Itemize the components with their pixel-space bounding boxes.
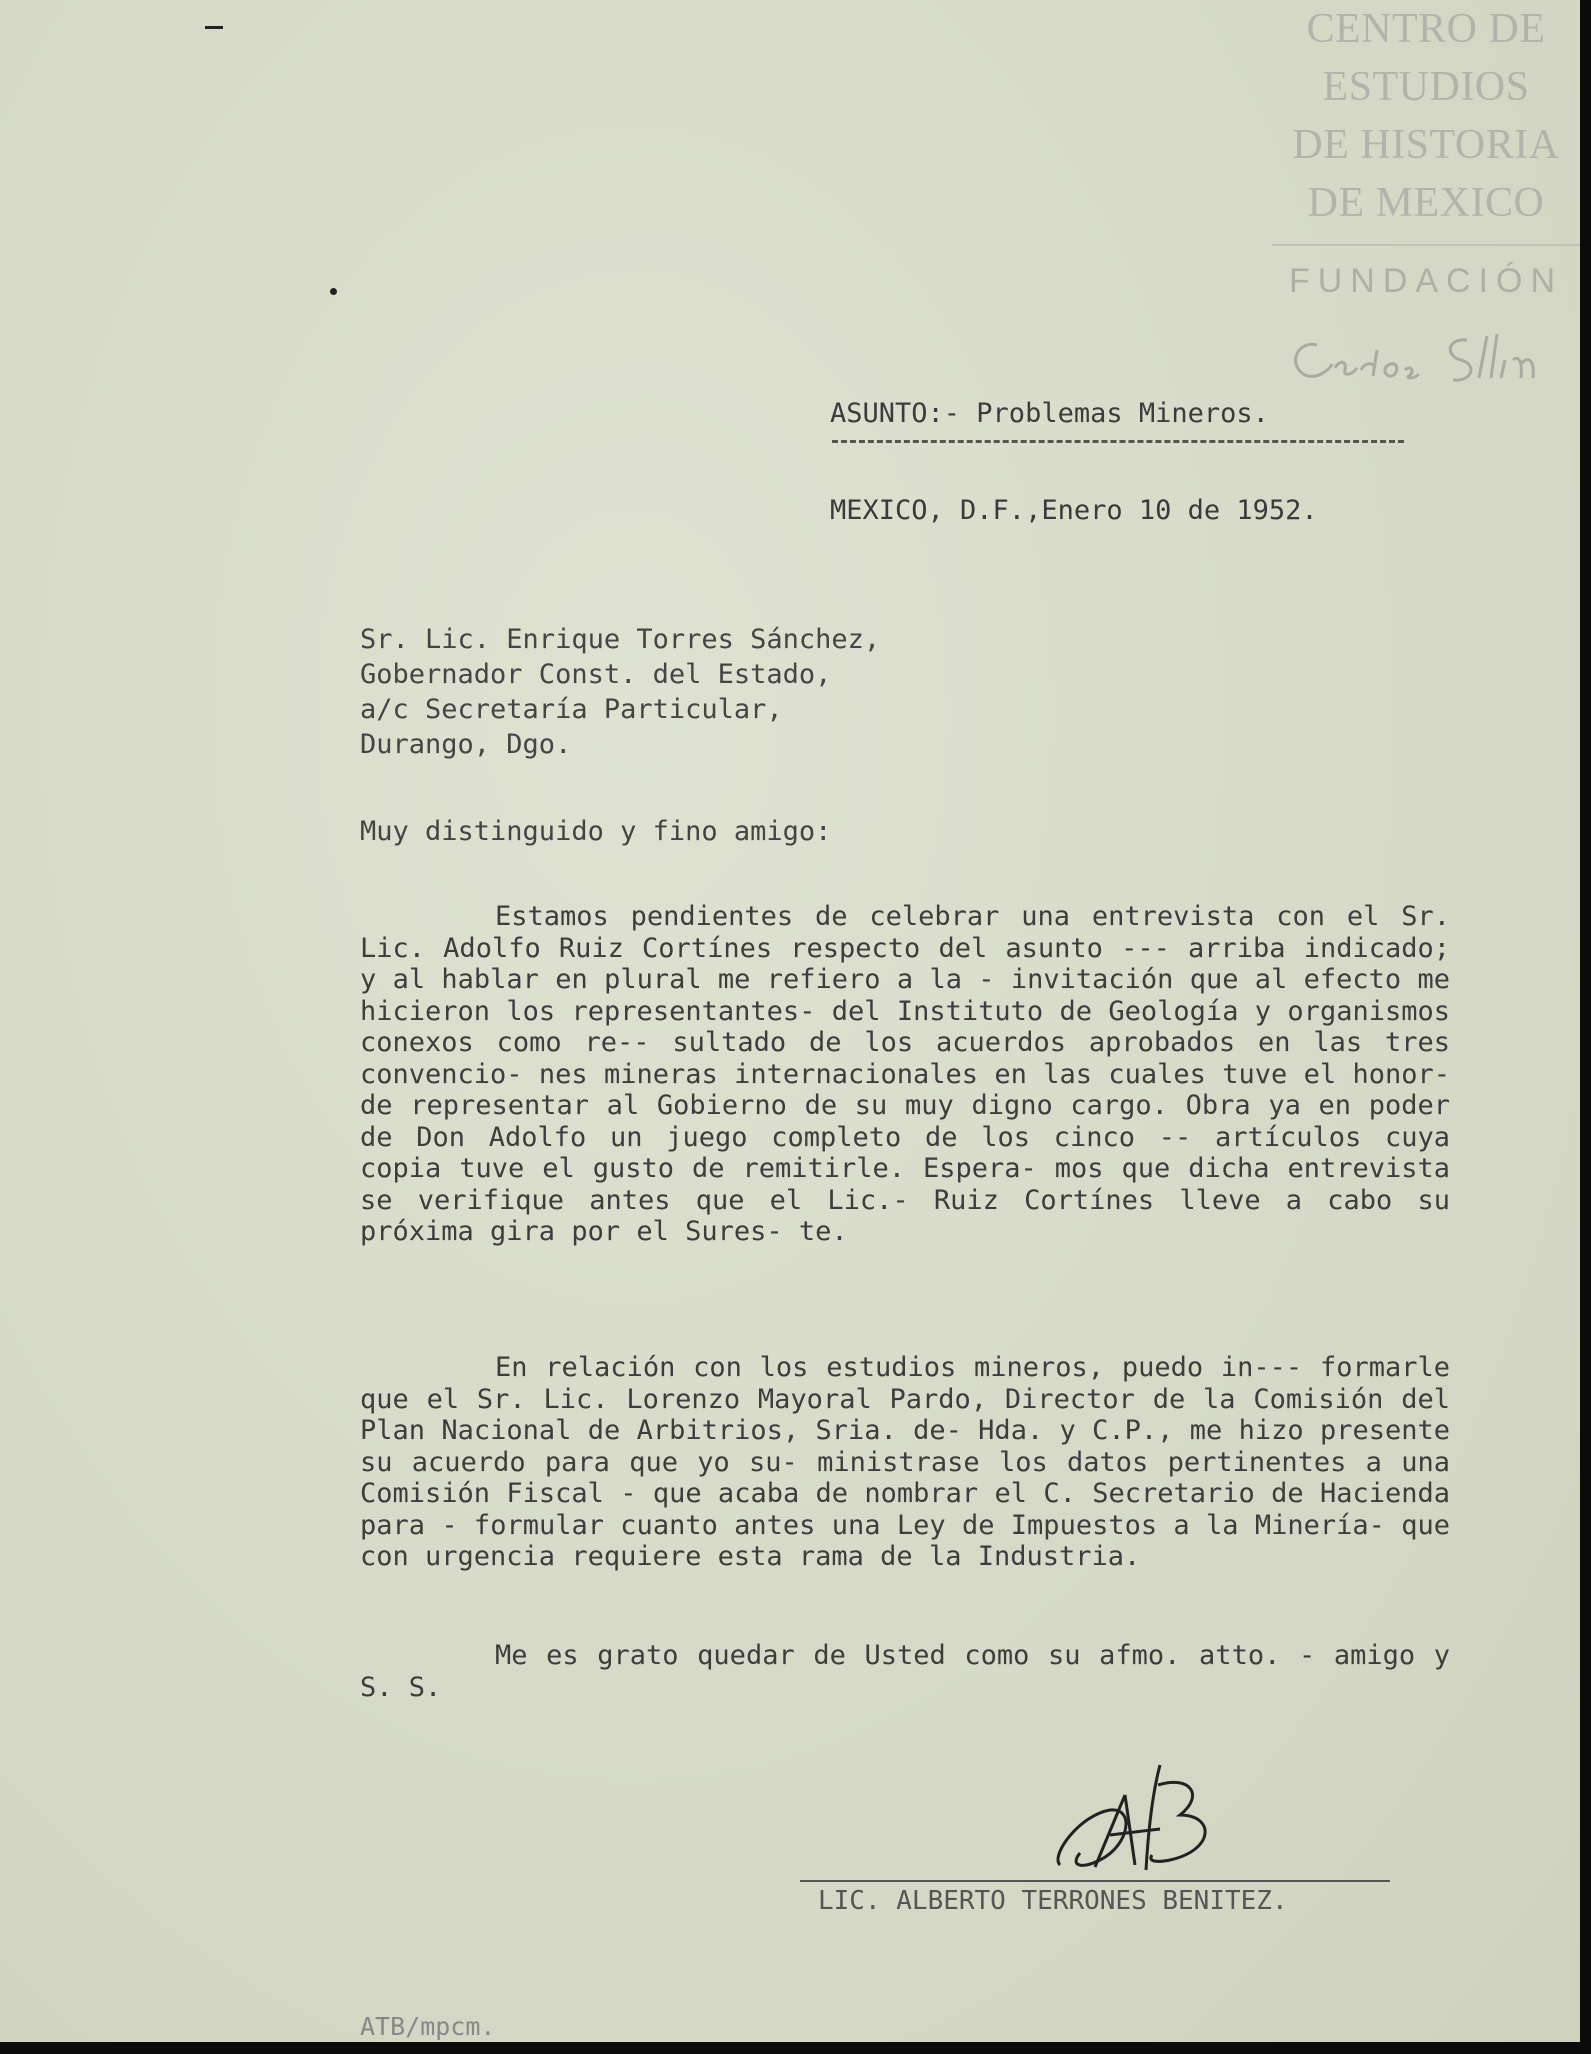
- recipient-line: a/c Secretaría Particular,: [360, 694, 783, 725]
- watermark-divider: [1272, 244, 1580, 246]
- recipient-line: Durango, Dgo.: [360, 729, 572, 760]
- watermark-line-3: DE HISTORIA: [1292, 122, 1560, 168]
- salutation: Muy distinguido y fino amigo:: [360, 816, 832, 847]
- signer-name: LIC. ALBERTO TERRONES BENITEZ.: [818, 1886, 1288, 1916]
- archive-watermark: [1272, 0, 1580, 410]
- watermark-line-4: DE MEXICO: [1307, 180, 1545, 226]
- watermark-line-1: CENTRO DE: [1306, 6, 1546, 52]
- ink-speck: [205, 26, 223, 29]
- closing-paragraph: Me es grato quedar de Usted como su afmo. atto. - amigo y S. S.: [360, 1640, 1450, 1703]
- body-paragraph-1: Estamos pendientes de celebrar una entrevista con el Sr. Lic. Adolfo Ruiz Cortínes respecto del asunto --- arriba indicado; y al hablar en plural me refiero a la - invitación que al efecto me hicieron los representantes- del Instituto de Geología y organismos conexos como re-- sultado de los acuerdos aprobados en las tres convencio- nes mineras internacionales en las cuales tuve el honor- de representar al Gobierno de su muy digno cargo. Obra ya en poder de Don Adolfo un juego completo de los cinco -- artículos cuya copia tuve el gusto de remitirle. Espera- mos que dicha entrevista se verifique antes que el Lic.- Ruiz Cortínes lleve a cabo su próxima gira por el Sures- te.: [360, 901, 1450, 1247]
- date-line: MEXICO, D.F.,Enero 10 de 1952.: [830, 495, 1318, 526]
- watermark-foundation: FUNDACIÓN: [1288, 262, 1564, 300]
- signature-line: [800, 1880, 1390, 1882]
- recipient-address: [360, 622, 880, 762]
- subject-line: ASUNTO:- Problemas Mineros.: [830, 398, 1269, 429]
- watermark-line-2: ESTUDIOS: [1322, 64, 1530, 110]
- recipient-line: Sr. Lic. Enrique Torres Sánchez,: [360, 624, 881, 655]
- subject-underline: [832, 440, 1404, 443]
- reference-initials: ATB/mpcm.: [360, 2012, 496, 2041]
- recipient-line: Gobernador Const. del Estado,: [360, 659, 832, 690]
- ink-speck: [330, 288, 337, 295]
- watermark-signature-icon: [1277, 320, 1577, 400]
- body-paragraph-2: En relación con los estudios mineros, puedo in--- formarle que el Sr. Lic. Lorenzo Mayoral Pardo, Director de la Comisión del Plan Nacional de Arbitrios, Sria. de- Hda. y C.P., me hizo presente su acuerdo para que yo su- ministrase los datos pertinentes a una Comisión Fiscal - que acaba de nombrar el C. Secretario de Hacienda para - formular cuanto antes una Ley de Impuestos a la Minería- que con urgencia requiere esta rama de la Industria.: [360, 1352, 1450, 1572]
- handwritten-signature-icon: [1040, 1755, 1240, 1895]
